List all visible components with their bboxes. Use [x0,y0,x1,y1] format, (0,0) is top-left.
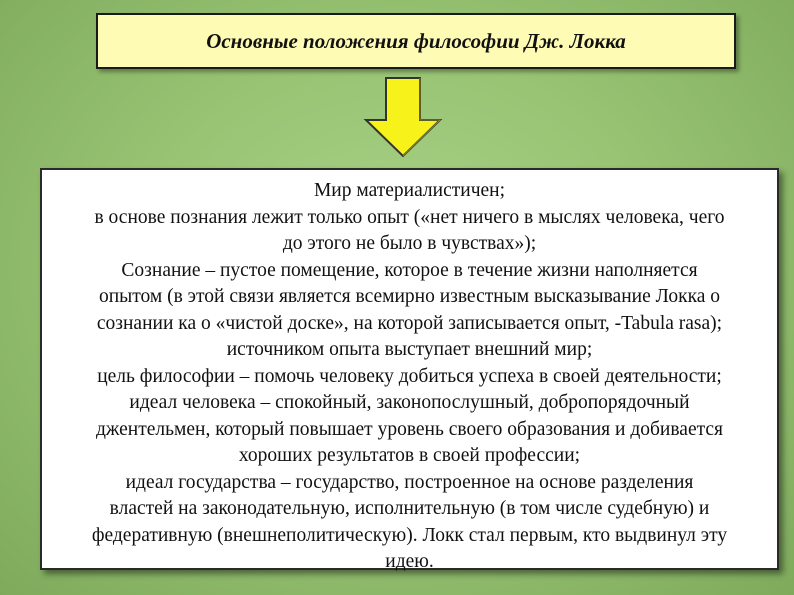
content-line: Сознание – пустое помещение, которое в течение жизни наполняется [121,259,698,281]
content-line: в основе познания лежит только опыт («нет ничего в мыслях человека, чего [94,206,725,228]
content-line: идеал государства – государство, построенное на основе разделения [125,471,694,493]
content-line: Мир материалистичен; [313,180,506,201]
content-box [40,168,779,570]
content-text [48,178,771,576]
content-line: властей на законодательную, исполнительную (в том числе судебную) и [109,498,710,519]
content-line: сознании ка о «чистой доске», на которой записывается опыт, -Tabula rasa); [96,312,723,334]
content-line: федеративную (внешнеполитическую). Локк стал первым, кто выдвинул эту [91,524,728,546]
content-line: опытом (в этой связи является всемирно известным высказывание Локка о [98,286,721,307]
title-box [96,13,736,69]
down-arrow-icon [362,76,444,158]
content-line: идею. [385,551,434,572]
content-line: хороших результатов в своей профессии; [238,445,581,466]
content-line: источником опыта выступает внешний мир; [226,339,593,360]
content-line: джентельмен, который повышает уровень своего образования и добивается [95,418,723,440]
content-line: идеал человека – спокойный, законопослушный, добропорядочный [129,392,690,413]
content-line: цель философии – помочь человеку добиться успеха в своей деятельности; [97,365,722,387]
slide-title: Основные положения философии Дж. Локка [206,28,626,53]
content-line: до этого не было в чувствах»); [282,233,537,254]
